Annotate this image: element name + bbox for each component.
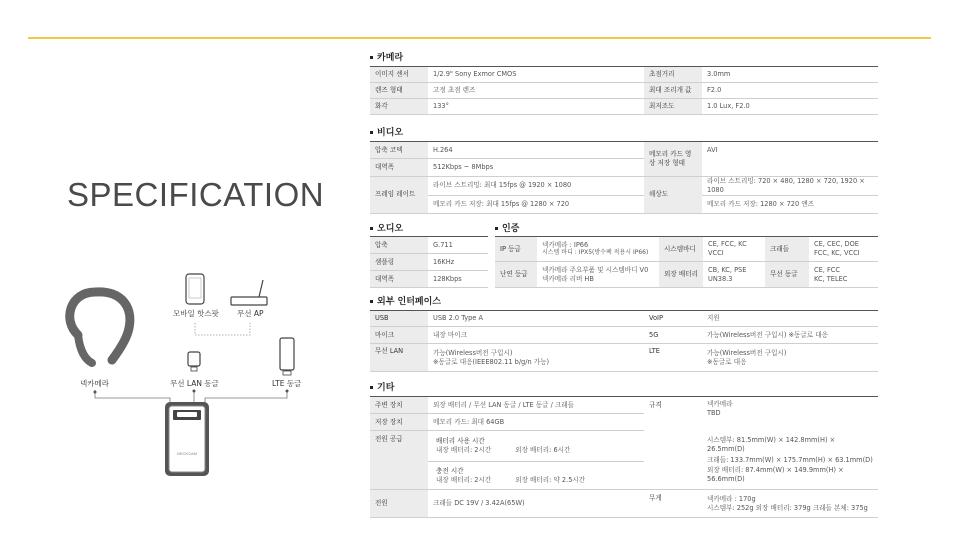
spec-value: 라이브 스트리밍: 720 × 480, 1280 × 720, 1920 × 1080 (702, 177, 878, 196)
spec-value: 크래들 DC 19V / 3.42A(65W) (428, 490, 644, 518)
lte-dongle-label: LTE 동글 (272, 379, 302, 388)
audio-table (370, 236, 488, 288)
spec-label: 주변 장치 (370, 397, 428, 414)
table-row (370, 344, 878, 372)
spec-value: CE, FCC, KC VCCI (703, 237, 765, 262)
spec-value: 메모리 카드 저장: 1280 × 720 앤즈 (702, 195, 878, 213)
table-row (370, 67, 878, 83)
spec-label: 저장 장치 (370, 414, 428, 431)
audio-section-title: 오디오 (370, 221, 403, 234)
spec-label: 화각 (370, 99, 428, 115)
etc-table (370, 396, 878, 518)
wireless-ap-label: 무선 AP (237, 309, 264, 318)
spec-value: 가능(Wireless버전 구입시) ※동글로 대응 (702, 344, 878, 372)
cert-table (495, 236, 878, 288)
table-row (370, 142, 878, 159)
table-row (370, 177, 878, 196)
spec-value: 메모리 카드: 최대 64GB (428, 414, 644, 431)
spec-value: 외장 배터리 / 무선 LAN 동글 / LTE 동글 / 크래들 (428, 397, 644, 414)
table-row (370, 490, 878, 518)
spec-value: 라이브 스트리밍: 최대 15fps @ 1920 × 1080 (428, 177, 644, 196)
spec-label: 압축 (370, 237, 428, 254)
spec-value: CE, CEC, DOE FCC, KC, VCCI (809, 237, 878, 262)
spec-value: 5G (644, 327, 702, 344)
spec-label: 메모리 카드 영상 저장 형태 (644, 142, 702, 177)
table-row (370, 99, 878, 115)
table-row (370, 237, 488, 254)
spec-value: CB, KC, PSE UN38.3 (703, 262, 765, 288)
connection-diagram (0, 260, 340, 500)
spec-value: CE, FCC KC, TELEC (809, 262, 878, 288)
spec-value: USB 2.0 Type A (428, 311, 644, 327)
spec-label: 난연 등급 (495, 262, 537, 288)
spec-value: 배터리 사용 시간 내장 배터리: 2시간 외장 배터리: 6시간 (428, 431, 644, 462)
spec-label: 최대 조리개 값 (644, 83, 702, 99)
spec-value: 지원 (702, 311, 878, 327)
spec-value: 넥카메라 : 170g 시스템부: 252g 외장 배터리: 379g 크래들 본체: 375g (702, 490, 878, 518)
spec-value: 가능(Wireless버전 구입시) ※동글로 대응(IEEE802.11 b/g/n 가능) (428, 344, 644, 372)
spec-label: 무선 LAN (370, 344, 428, 372)
table-row (495, 262, 878, 288)
spec-value: 16KHz (428, 254, 488, 271)
spec-label: 샘플링 (370, 254, 428, 271)
spec-label: 압축 코덱 (370, 142, 428, 159)
spec-value: LTE (644, 344, 702, 372)
spec-label: 최저조도 (644, 99, 702, 115)
spec-value: 넥카메라 주요부품 및 시스템바디 V0 넥카메라 리버 HB (537, 262, 659, 288)
spec-label: 대역폭 (370, 271, 428, 288)
video-table (370, 141, 878, 214)
spec-value: VoIP (644, 311, 702, 327)
wireless-ap-icon (231, 297, 267, 305)
iface-section-title: 외부 인터페이스 (370, 294, 441, 307)
spec-value: 가능(Wireless버전 구입시) ※동글로 대응 (702, 327, 878, 344)
neckcam-label: 넥카메라 (80, 379, 109, 388)
spec-label: IP 등급 (495, 237, 537, 262)
spec-label: 초점거리 (644, 67, 702, 83)
spec-value: 512Kbps ~ 8Mbps (428, 159, 644, 177)
table-row (370, 83, 878, 99)
spec-label: 프레임 레이트 (370, 177, 428, 214)
wlan-dongle-label: 무선 LAN 동글 (170, 379, 219, 388)
top-accent-line (28, 37, 931, 39)
spec-label: 마이크 (370, 327, 428, 344)
spec-label: USB (370, 311, 428, 327)
lte-dongle-icon (280, 338, 294, 370)
page-title: SPECIFICATION (67, 176, 325, 213)
table-row (370, 311, 878, 327)
iface-table (370, 310, 878, 372)
video-section-title: 비디오 (370, 125, 403, 138)
spec-label: 이미지 센서 (370, 67, 428, 83)
spec-value: 충전 시간 내장 배터리: 2시간 외장 배터리: 약 2.5시간 (428, 462, 644, 490)
spec-value: 넥카메라 TBD 시스템부: 81.5mm(W) × 142.8mm(H) × 26.5mm(D) 크래들: 133.7mm(W) × 175.7mm(H) × 63.1mm(D) 외장 배터리: 87.4mm(W) × 149.9mm(H) × 56.6mm(D) (702, 397, 878, 490)
spec-value: 메모리 카드 저장: 최대 15fps @ 1280 × 720 (428, 195, 644, 213)
spec-label: 전원 (370, 490, 428, 518)
spec-value: 고정 초점 렌즈 (428, 83, 644, 99)
spec-label: 크래들 (765, 237, 809, 262)
wlan-dongle-icon (188, 352, 200, 366)
camera-section-title: 카메라 (370, 50, 403, 63)
spec-value: 128Kbps (428, 271, 488, 288)
table-row (370, 271, 488, 288)
spec-value: 1.0 Lux, F2.0 (702, 99, 878, 115)
spec-value: 무게 (644, 490, 702, 518)
etc-section-title: 기타 (370, 380, 394, 393)
spec-label: 전원 공급 (370, 431, 428, 490)
spec-value: 3.0mm (702, 67, 878, 83)
table-row (370, 397, 878, 414)
camera-table (370, 66, 878, 115)
spec-label: 외장 배터리 (659, 262, 703, 288)
table-row (370, 254, 488, 271)
spec-value: 1/2.9" Sony Exmor CMOS (428, 67, 644, 83)
table-row (370, 327, 878, 344)
spec-value: AVI (702, 142, 878, 177)
device-brand-text: NECKCAM (176, 451, 198, 456)
spec-value: F2.0 (702, 83, 878, 99)
cert-section-title: 인증 (495, 221, 519, 234)
spec-label: 렌즈 형태 (370, 83, 428, 99)
spec-label: 해상도 (644, 177, 702, 214)
spec-label: 대역폭 (370, 159, 428, 177)
spec-value: 규격 (644, 397, 702, 490)
spec-label: 시스템바디 (659, 237, 703, 262)
spec-value: H.264 (428, 142, 644, 159)
spec-label: 무선 동글 (765, 262, 809, 288)
smartphone-label: 모바일 핫스팟 (173, 309, 219, 318)
spec-value: 넥카메라 : IP66 시스템 바디 : IPX5(방수팩 적용시 IP66) (537, 237, 659, 262)
table-row (370, 195, 878, 213)
table-row (495, 237, 878, 262)
spec-value: 내장 마이크 (428, 327, 644, 344)
spec-value: G.711 (428, 237, 488, 254)
spec-value: 133° (428, 99, 644, 115)
